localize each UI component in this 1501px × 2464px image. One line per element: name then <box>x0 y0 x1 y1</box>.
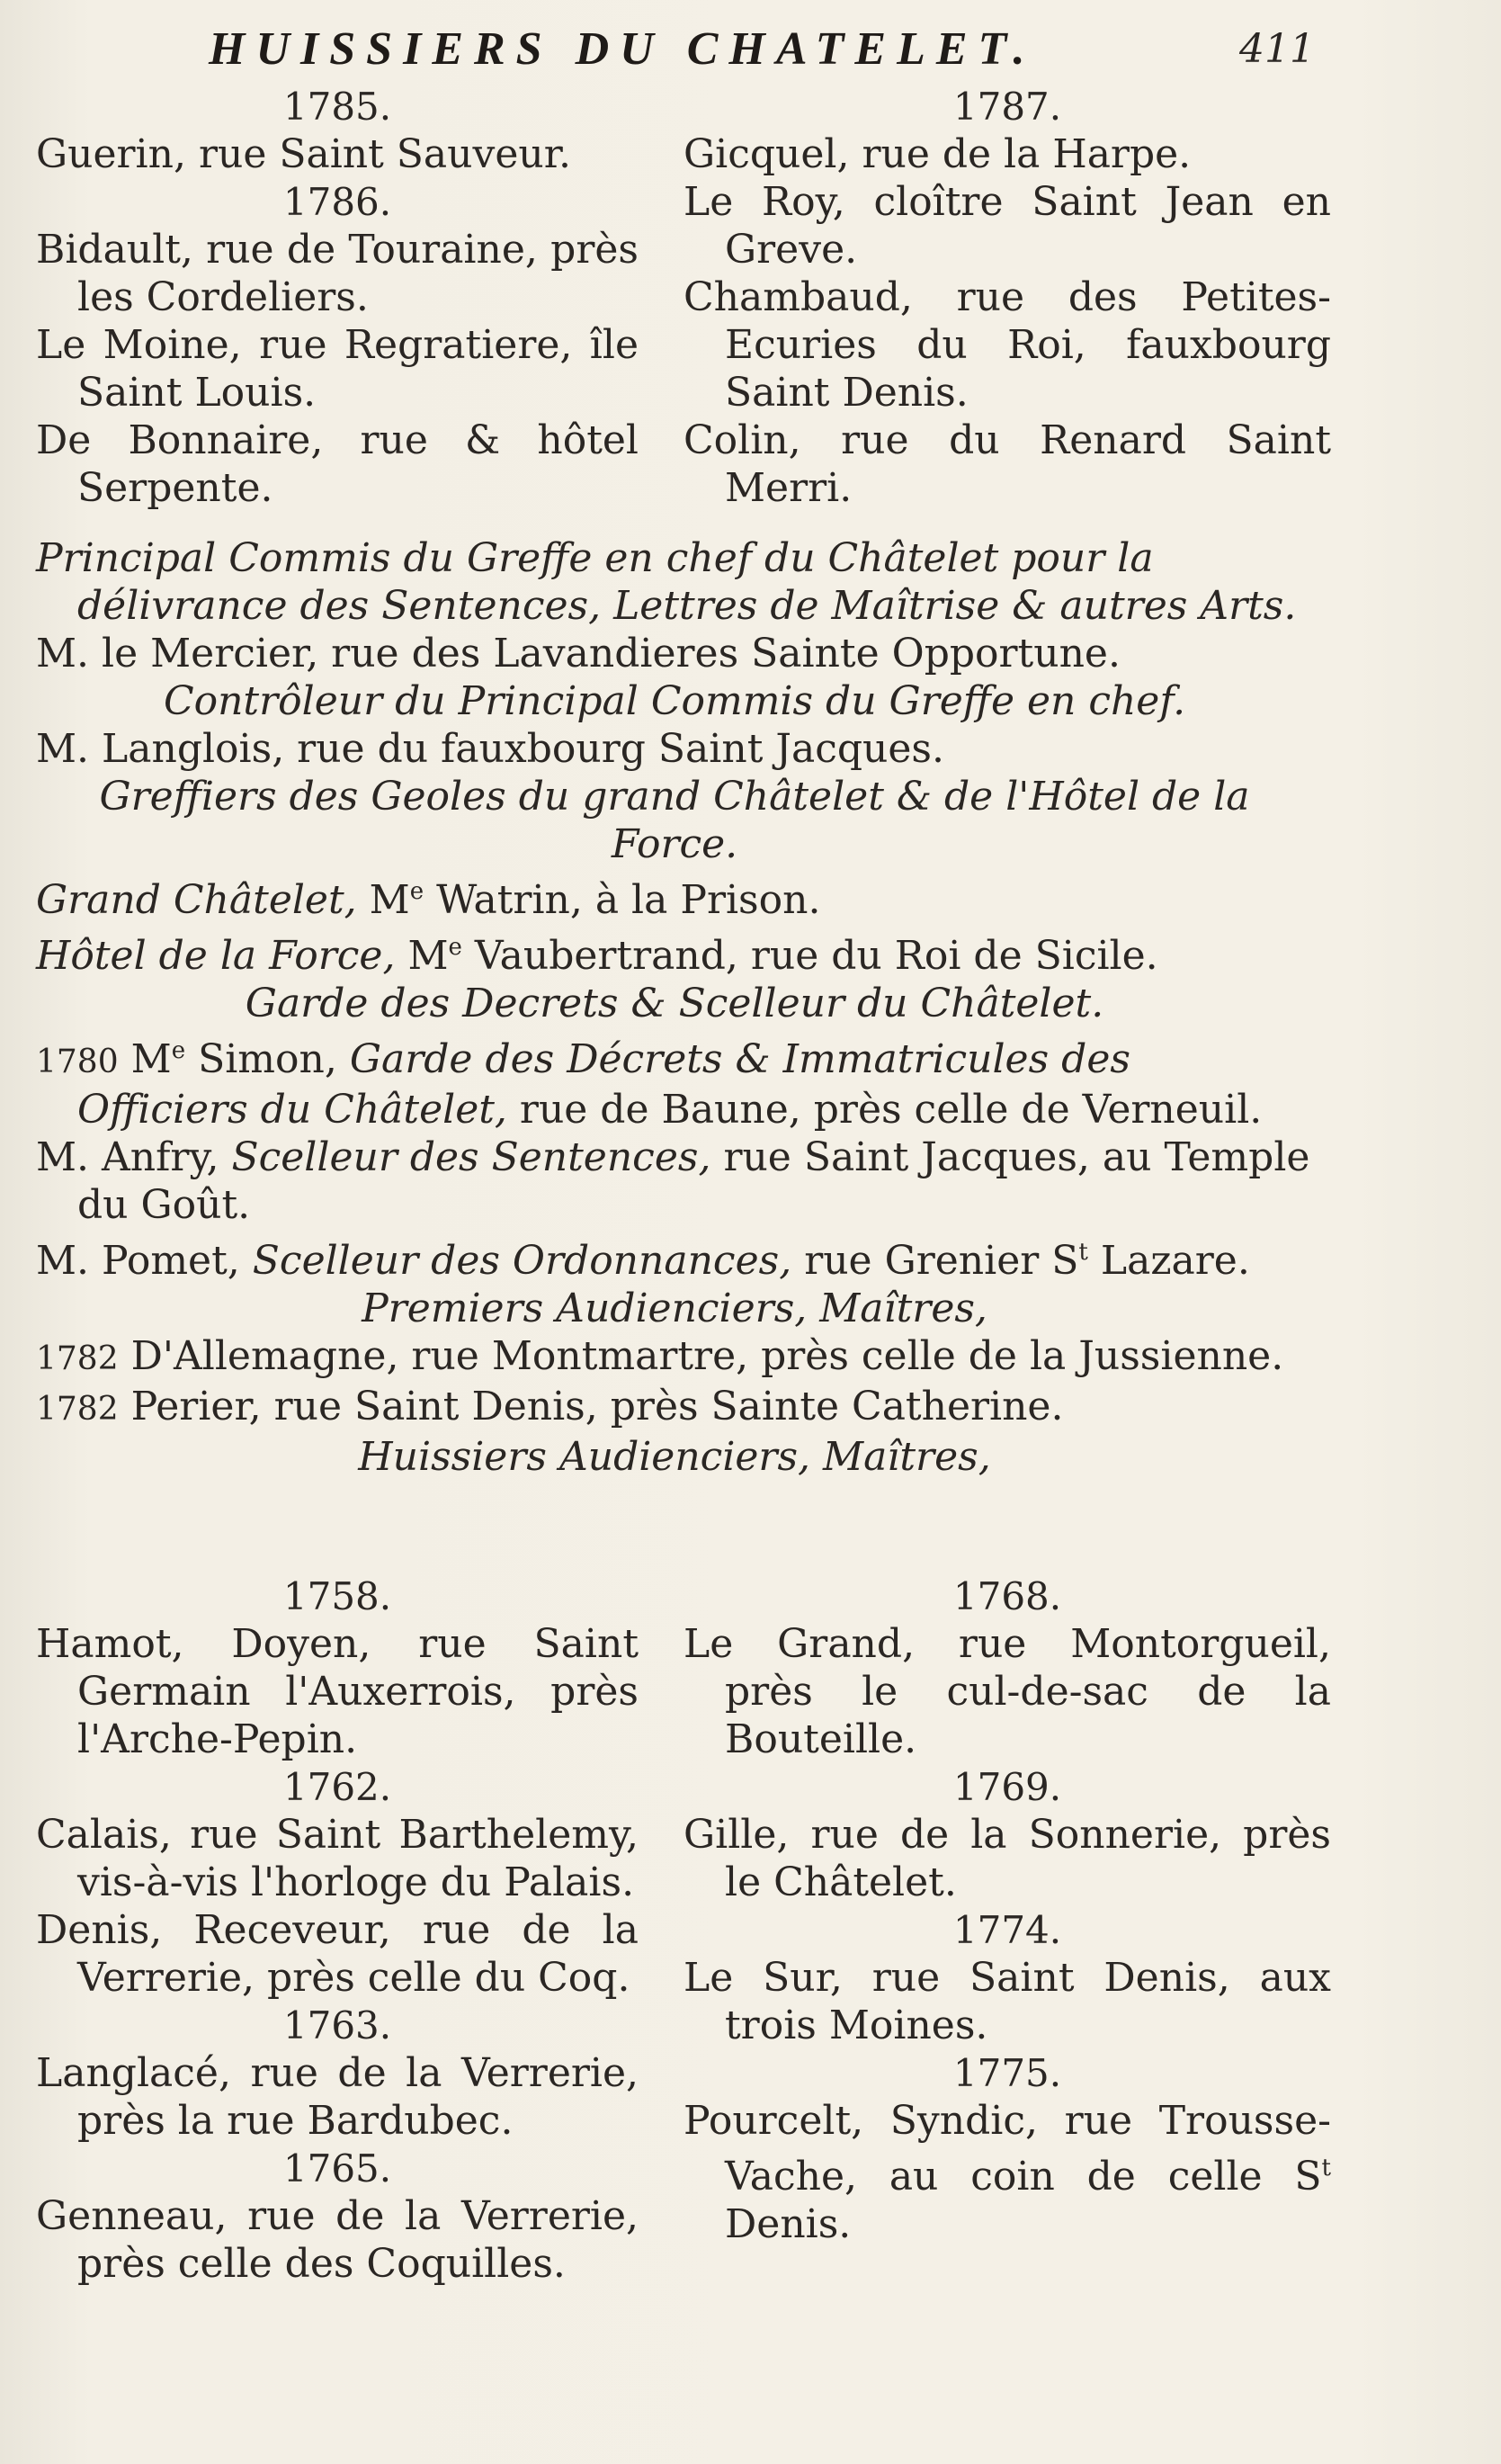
list-item: Chambaud, rue des Petites-Ecuries du Roi, fauxbourg Saint Denis. <box>683 274 1331 416</box>
entry-text: D'Allemagne, rue Montmartre, près celle de la Jussienne. <box>130 1333 1284 1379</box>
year-heading: 1768. <box>952 1574 1062 1618</box>
entry-honorific: M <box>407 933 449 979</box>
year-heading: 1765. <box>282 2146 392 2191</box>
year-heading: 1769. <box>952 1765 1062 1809</box>
running-title: HUISSIERS DU CHATELET. <box>209 22 1036 75</box>
list-item <box>36 924 1313 980</box>
list-item: M. le Mercier, rue des Lavandieres Sainte Opportune. <box>36 631 1121 676</box>
section-heading: Greffiers des Geoles du grand Châtelet & de l'Hôtel de la Force. <box>99 774 1250 867</box>
top-left-column <box>36 83 639 512</box>
entry-year: 1782 <box>36 1340 119 1377</box>
top-right-column <box>683 83 1331 512</box>
list-item: Calais, rue Saint Barthelemy, vis-à-vis l'horloge du Palais. <box>36 1812 639 1905</box>
year-heading: 1758. <box>282 1574 392 1618</box>
year-heading: 1786. <box>282 180 392 224</box>
entry-title: Scelleur des Sentences, <box>231 1134 711 1180</box>
list-item <box>36 1332 1313 1383</box>
entry-text: Pourcelt, Syndic, rue Trousse-Vache, au coin de celle S <box>683 2098 1331 2200</box>
page-header <box>209 16 1315 81</box>
entry-superscript: t <box>1321 2155 1331 2182</box>
list-item <box>683 2097 1331 2248</box>
year-heading: 1775. <box>952 2051 1062 2095</box>
entry-text: Denis. <box>725 2201 852 2247</box>
year-heading: 1787. <box>952 85 1062 129</box>
entry-year: 1780 <box>36 1044 119 1080</box>
bottom-left-column <box>36 1572 639 2288</box>
list-item: Bidault, rue de Touraine, près les Cordeliers. <box>36 227 639 320</box>
year-heading: 1785. <box>282 85 392 129</box>
section-heading: Principal Commis du Greffe en chef du Châtelet pour la délivrance des Sentences, Lettres de Maîtrise & autres Arts. <box>36 535 1297 629</box>
entry-text: Watrin, à la Prison. <box>436 877 821 923</box>
entry-superscript: e <box>409 878 424 905</box>
entry-text: Vaubertrand, rue du Roi de Sicile. <box>474 933 1158 979</box>
list-item: Hamot, Doyen, rue Saint Germain l'Auxerrois, près l'Arche-Pepin. <box>36 1621 639 1762</box>
entry-superscript: e <box>171 1037 186 1064</box>
entry-name: M. Anfry, <box>36 1134 219 1180</box>
entry-label: Grand Châtelet, <box>36 877 357 923</box>
list-item <box>36 1133 1313 1229</box>
list-item: Gicquel, rue de la Harpe. <box>683 131 1192 177</box>
entry-title: Garde des Décrets & Immatricules des Officiers du Châtelet, <box>77 1036 1130 1133</box>
list-item: Langlacé, rue de la Verrerie, près la rue Bardubec. <box>36 2050 639 2144</box>
list-item: Guerin, rue Saint Sauveur. <box>36 131 571 177</box>
section-heading: Huissiers Audienciers, Maîtres, <box>358 1434 991 1480</box>
list-item <box>36 1229 1313 1285</box>
list-item <box>36 1027 1313 1133</box>
list-item <box>36 868 1313 924</box>
section-heading: Garde des Decrets & Scelleur du Châtelet. <box>245 981 1104 1026</box>
entry-label: Hôtel de la Force, <box>36 933 396 979</box>
list-item: Le Grand, rue Montorgueil, près le cul-de-sac de la Bouteille. <box>683 1621 1331 1762</box>
entry-superscript: e <box>448 934 462 961</box>
section-heading: Premiers Audienciers, Maîtres, <box>362 1286 987 1331</box>
year-heading: 1763. <box>282 2003 392 2047</box>
list-item: Le Roy, cloître Saint Jean en Greve. <box>683 179 1331 273</box>
list-item: Genneau, rue de la Verrerie, près celle des Coquilles. <box>36 2193 639 2287</box>
list-item: Le Moine, rue Regratiere, île Saint Louis. <box>36 322 639 416</box>
list-item: Le Sur, rue Saint Denis, aux trois Moines. <box>683 1955 1331 2048</box>
list-item: Gille, rue de la Sonnerie, près le Châtelet. <box>683 1812 1331 1905</box>
entry-text: rue Saint Jacques, au Temple du Goût. <box>77 1134 1310 1228</box>
year-heading: 1774. <box>952 1908 1062 1952</box>
entry-text: rue Grenier S <box>804 1238 1079 1284</box>
list-item: De Bonnaire, rue & hôtel Serpente. <box>36 417 639 511</box>
entry-year: 1782 <box>36 1391 119 1428</box>
entry-honorific: M <box>369 877 410 923</box>
entry-text: Lazare. <box>1100 1238 1250 1284</box>
entry-honorific: M <box>130 1036 172 1082</box>
bottom-right-column <box>683 1572 1331 2248</box>
list-item: Colin, rue du Renard Saint Merri. <box>683 417 1331 511</box>
list-item: M. Langlois, rue du fauxbourg Saint Jacques. <box>36 726 944 772</box>
list-item: Denis, Receveur, rue de la Verrerie, près celle du Coq. <box>36 1907 639 2001</box>
page-number: 411 <box>1239 25 1315 72</box>
list-item <box>36 1383 1313 1433</box>
entry-name: Simon, <box>198 1036 337 1082</box>
section-heading: Contrôleur du Principal Commis du Greffe en chef. <box>163 678 1186 724</box>
middle-section <box>36 534 1313 1481</box>
year-heading: 1762. <box>282 1765 392 1809</box>
entry-superscript: t <box>1078 1239 1088 1266</box>
entry-title: Scelleur des Ordonnances, <box>252 1238 792 1284</box>
entry-text: rue de Baune, près celle de Verneuil. <box>519 1087 1263 1133</box>
entry-text: Perier, rue Saint Denis, près Sainte Catherine. <box>130 1384 1064 1429</box>
entry-name: M. Pomet, <box>36 1238 240 1284</box>
